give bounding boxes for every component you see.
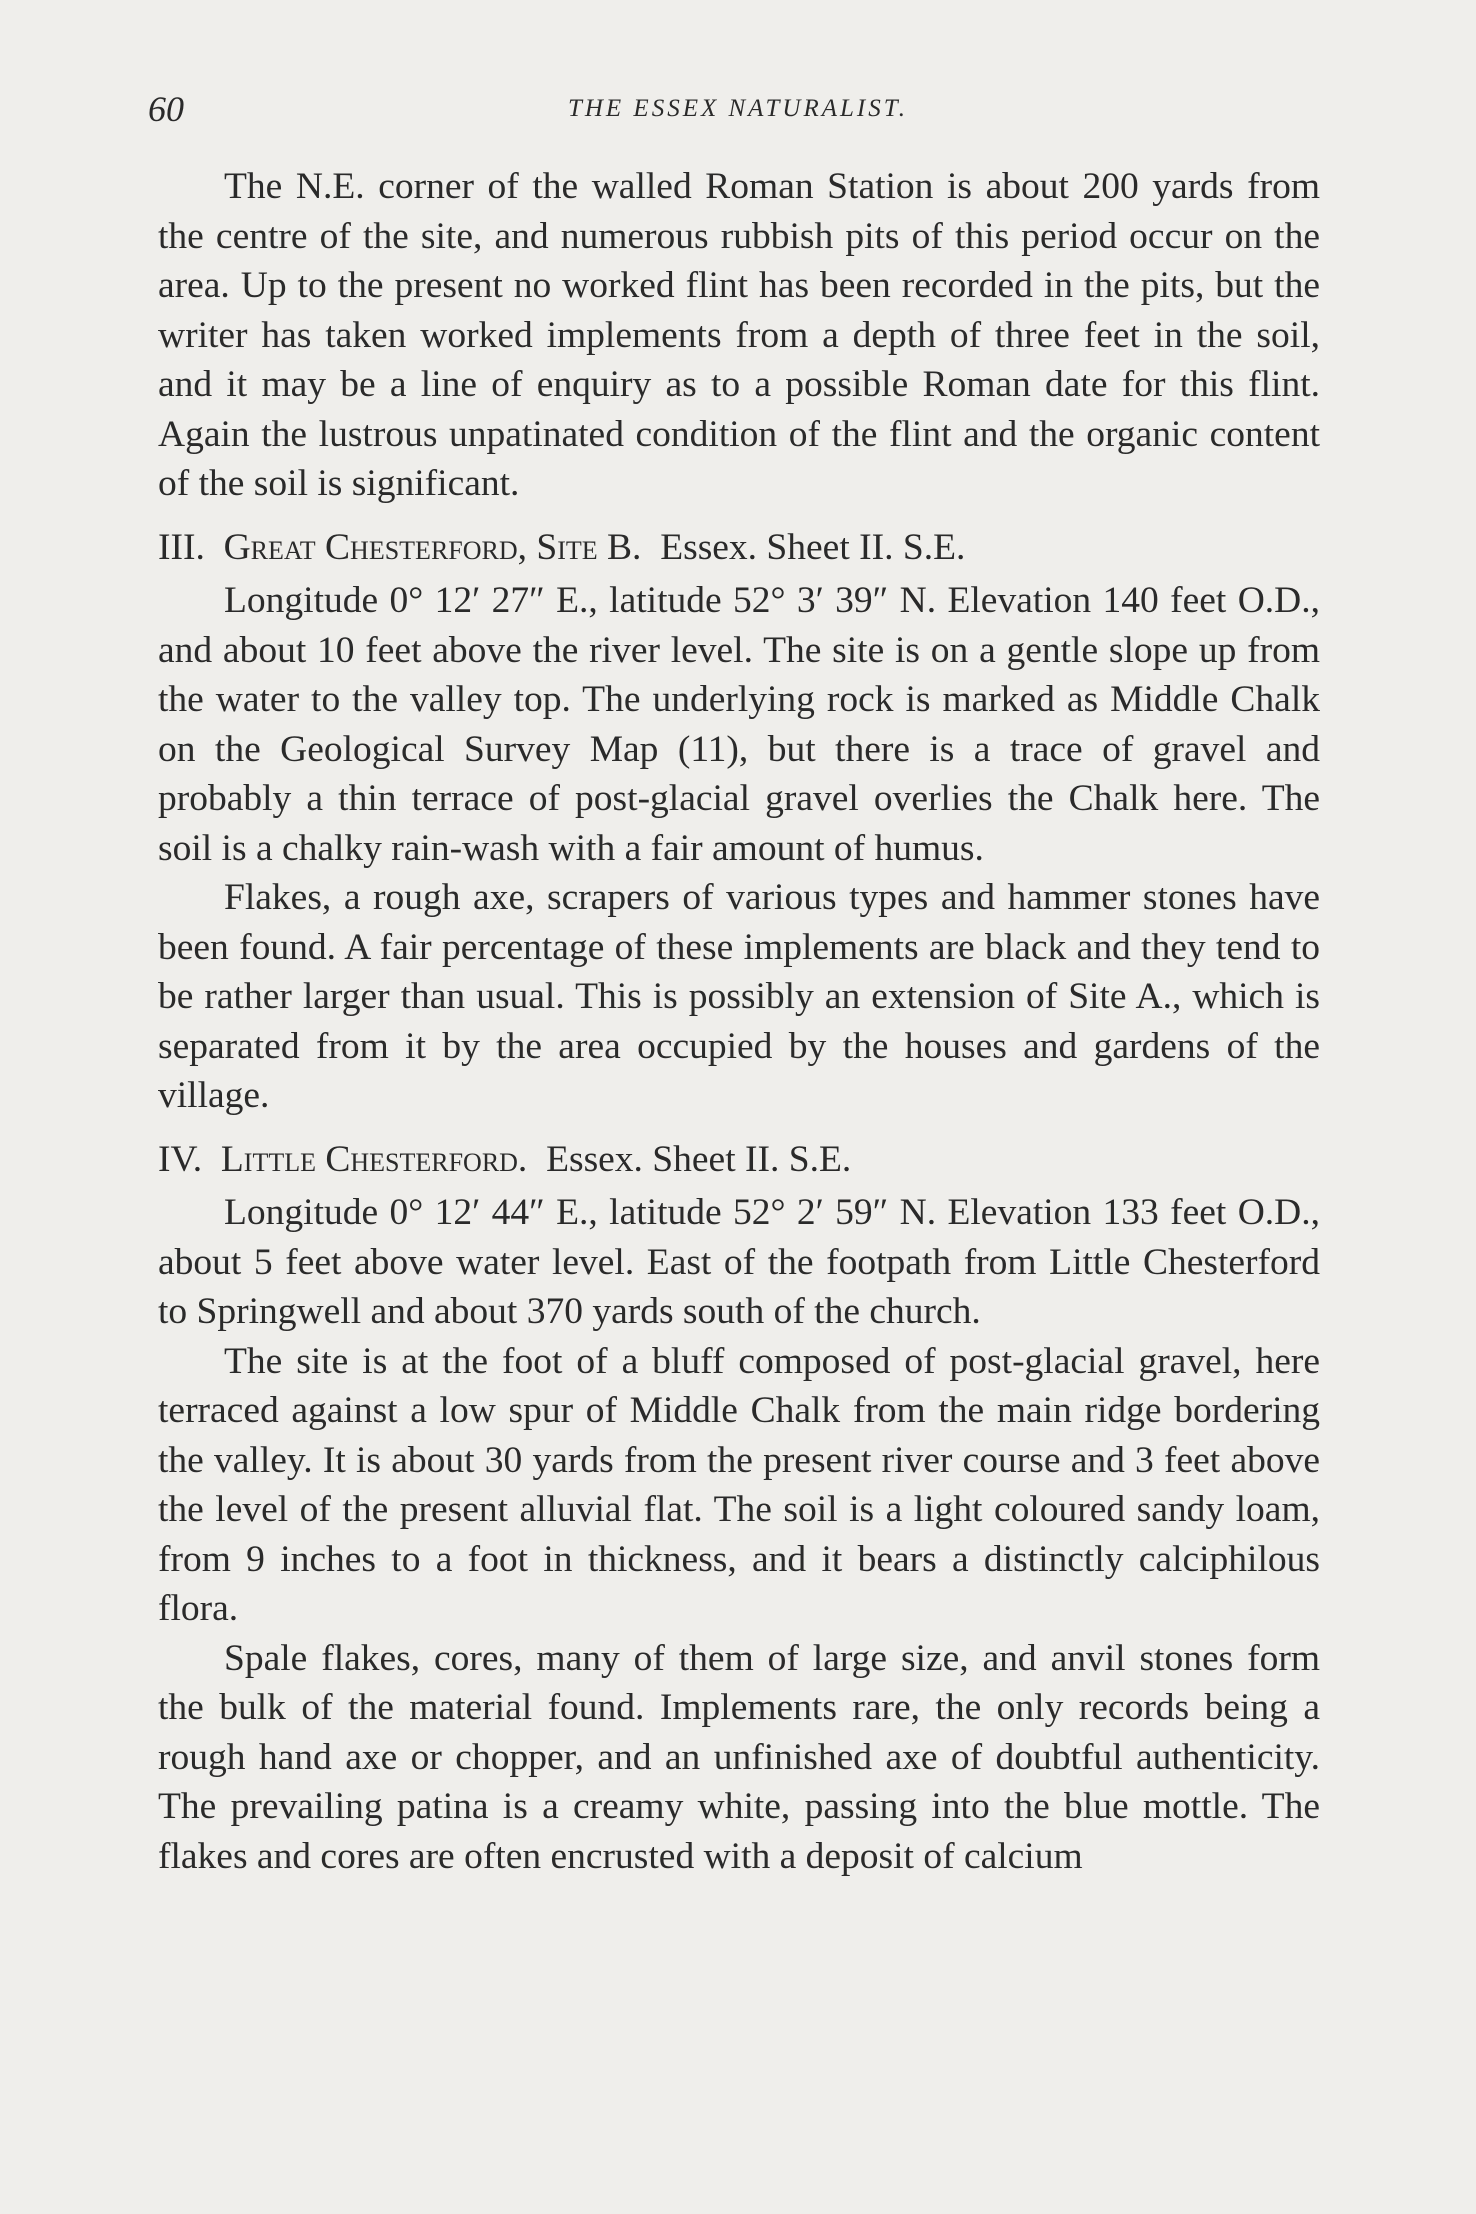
section-number: III. <box>158 526 205 568</box>
section-site-name: Little Chesterford. <box>220 1138 528 1180</box>
section-heading-little-chesterford <box>158 1135 1320 1185</box>
paragraph-little-chesterford-geology: The site is at the foot of a bluff composed of post-glacial gravel, here terraced against a low spur of Middle Chalk from the main ridge bordering the valley. It is about 30 yards from the present river course and 3 feet above the level of the present alluvial flat. The soil is a light coloured sandy loam, from 9 inches to a foot in thickness, and it bears a distinctly calciphilous flora. <box>158 1340 1320 1629</box>
running-title: THE ESSEX NATURALIST. <box>567 95 909 122</box>
page-number: 60 <box>148 89 184 129</box>
paragraph-site-b-location: Longitude 0° 12′ 27″ E., latitude 52° 3′ 39″ N. Elevation 140 feet O.D., and about 10 feet above the river level. The site is on a gentle slope up from the water to the valley top. The underlying rock is marked as Middle Chalk on the Geological Survey Map (11), but there is a trace of gravel and probably a thin terrace of post-glacial gravel overlies the Chalk here. The soil is a chalky rain-wash with a fair amount of humus. <box>158 580 1320 869</box>
section-sheet-ref: Essex. Sheet II. S.E. <box>660 526 966 568</box>
section-number: IV. <box>158 1138 203 1180</box>
section-site-name: Great Chesterford, Site B. <box>223 526 642 568</box>
body-text <box>158 162 1320 1881</box>
paragraph-roman-station: The N.E. corner of the walled Roman Station is about 200 yards from the centre of the site, and numerous rubbish pits of this period occur on the area. Up to the present no worked flint has been recorded in the pits, but the writer has taken worked implements from a depth of three feet in the soil, and it may be a line of enquiry as to a possible Roman date for this flint. Again the lustrous unpatinated condition of the flint and the organic content of the soil is significant. <box>158 166 1320 504</box>
page-header <box>148 84 1328 134</box>
paragraph-little-chesterford-location: Longitude 0° 12′ 44″ E., latitude 52° 2′ 59″ N. Elevation 133 feet O.D., about 5 feet above water level. East of the footpath from Little Chesterford to Springwell and about 370 yards south of the church. <box>158 1192 1320 1332</box>
section-sheet-ref: Essex. Sheet II. S.E. <box>546 1138 852 1180</box>
paragraph-little-chesterford-finds: Spale flakes, cores, many of them of large size, and anvil stones form the bulk of the material found. Implements rare, the only records being a rough hand axe or chopper, and an unfinished axe of doubtful authenticity. The prevailing patina is a creamy white, passing into the blue mottle. The flakes and cores are often encrusted with a deposit of calcium <box>158 1637 1320 1877</box>
paragraph-site-b-finds: Flakes, a rough axe, scrapers of various types and hammer stones have been found. A fair percentage of these implements are black and they tend to be rather larger than usual. This is possibly an extension of Site A., which is separated from it by the area occupied by the houses and gardens of the village. <box>158 877 1320 1116</box>
section-heading-site-b <box>158 523 1320 573</box>
